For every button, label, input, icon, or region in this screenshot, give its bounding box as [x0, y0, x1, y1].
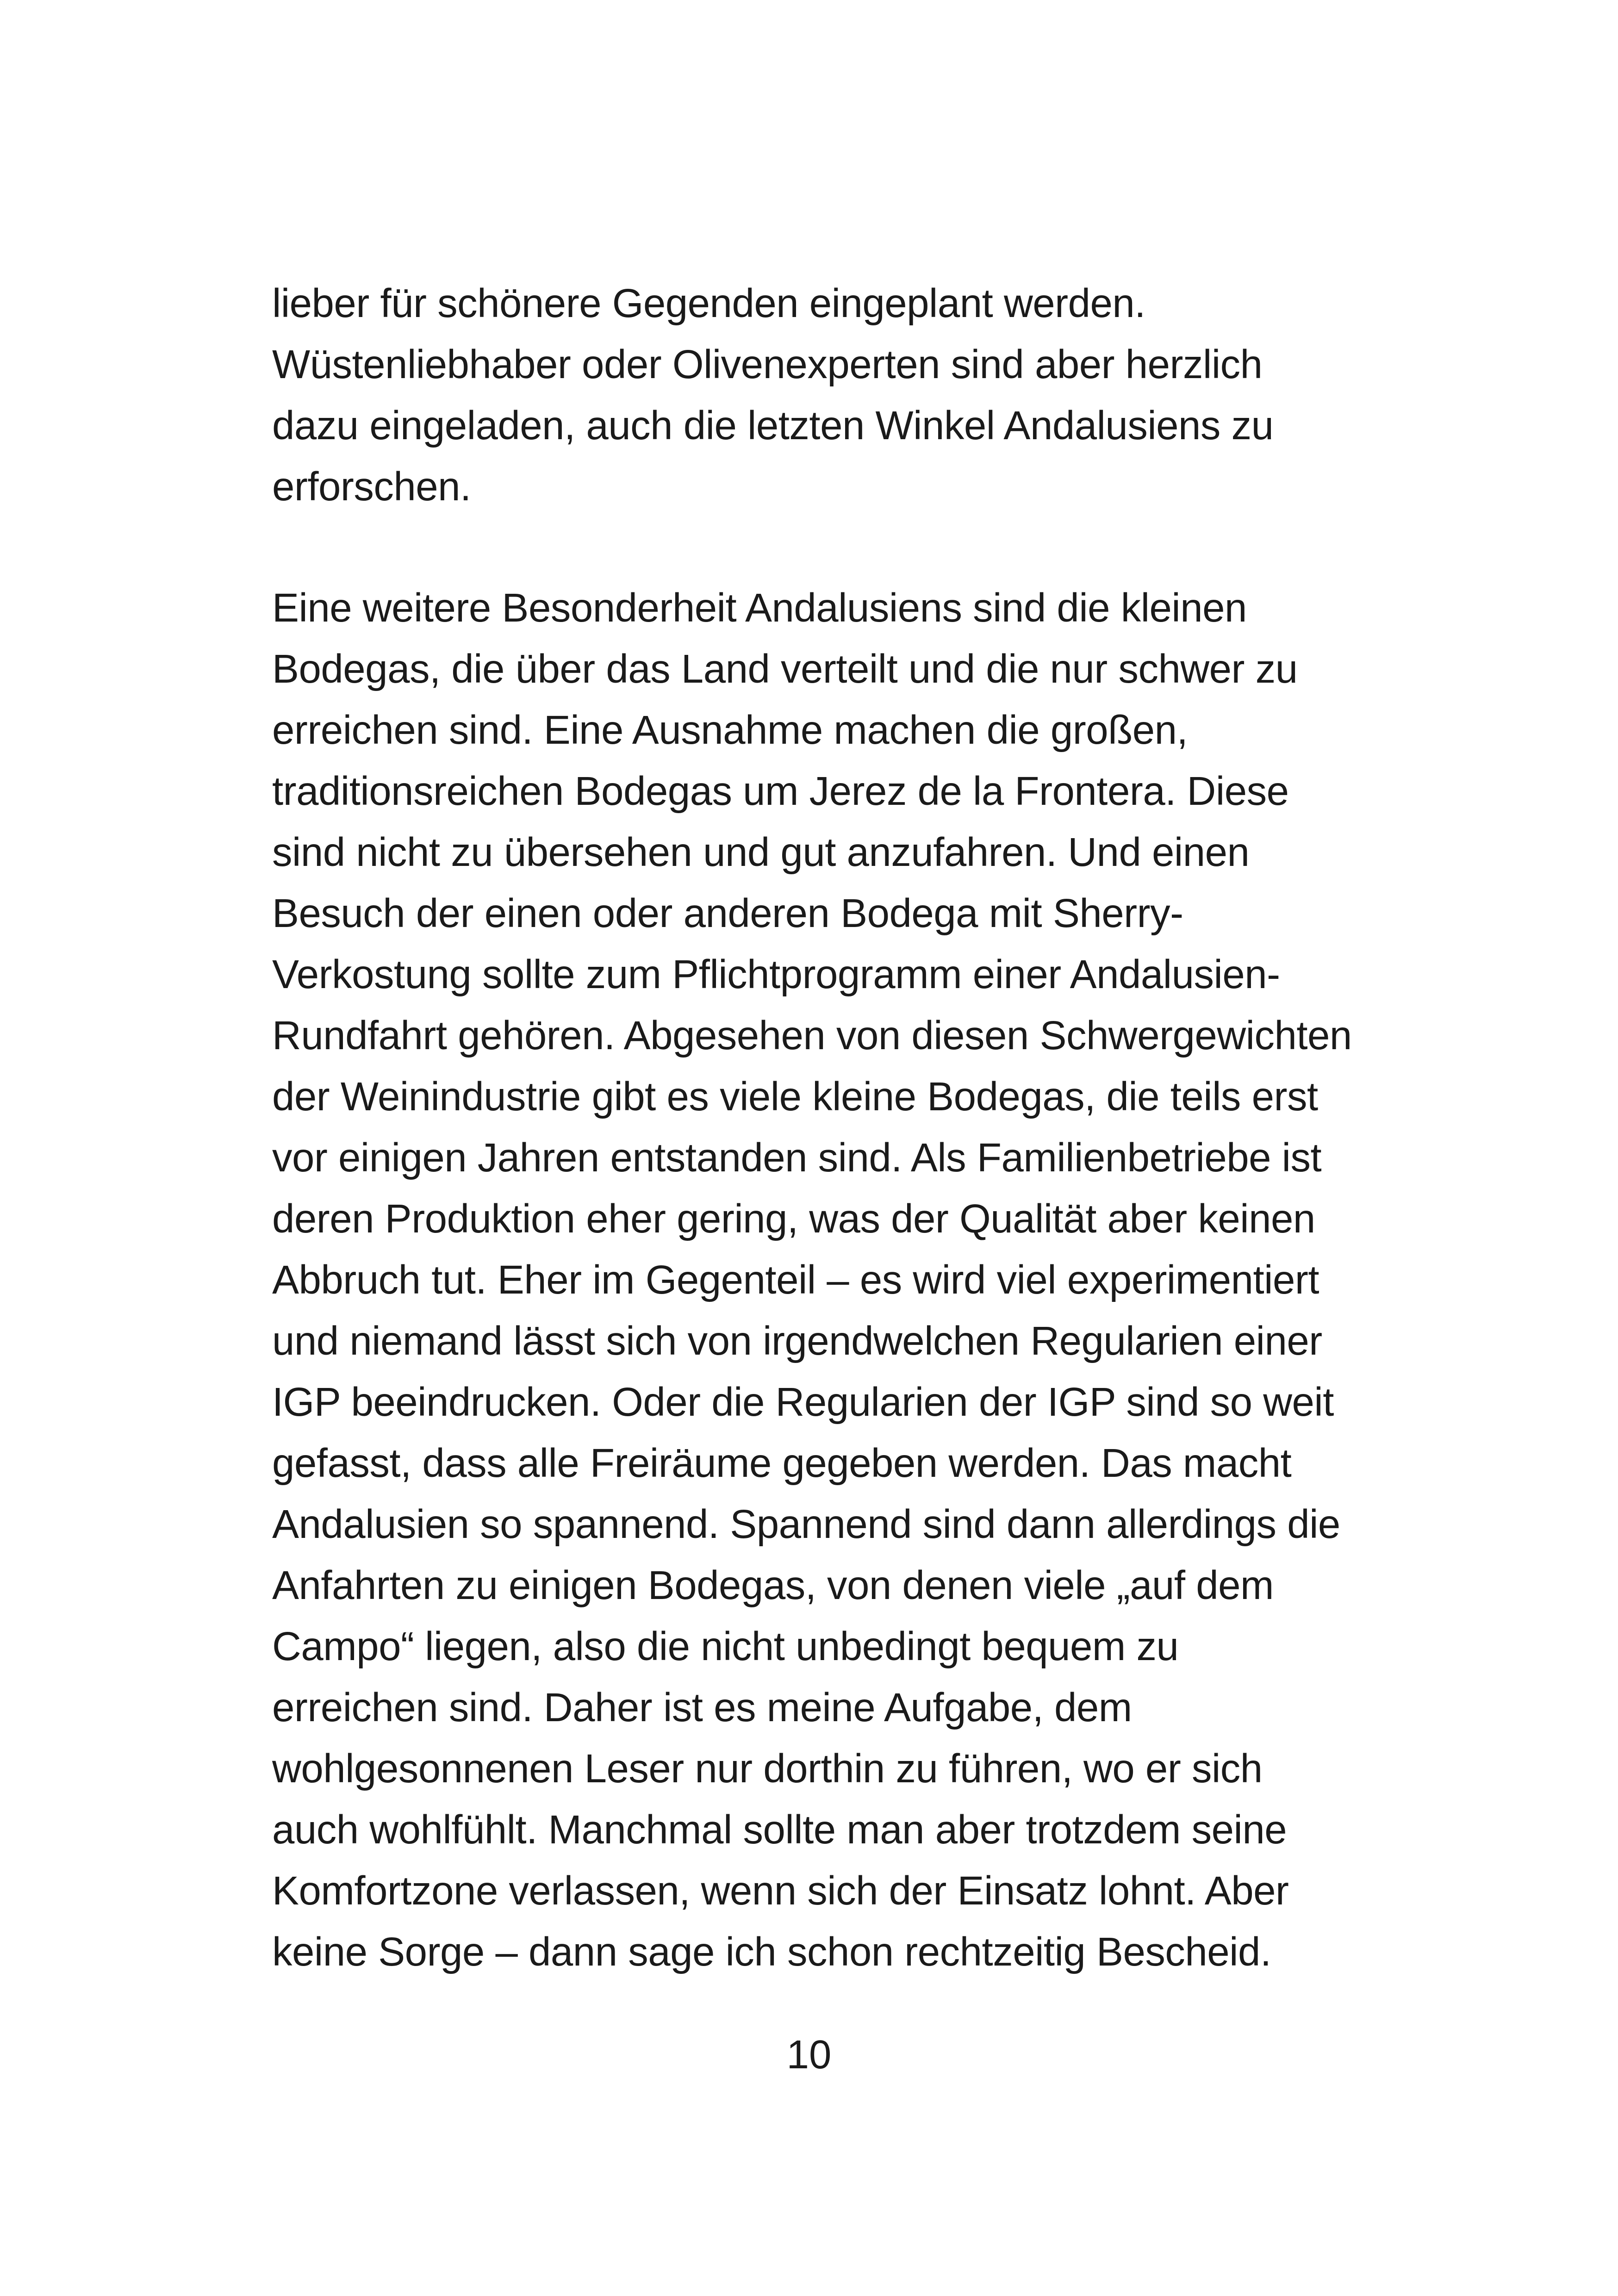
text-line: erforschen.: [272, 464, 471, 509]
text-line: lieber für schönere Gegenden eingeplant werden.: [272, 281, 1145, 326]
text-line: deren Produktion eher gering, was der Qualität aber keinen: [272, 1196, 1315, 1241]
text-line: Verkostung sollte zum Pflichtprogramm einer Andalusien-: [272, 952, 1280, 997]
paragraph-1: [272, 273, 1475, 517]
body-text: [272, 273, 1475, 1983]
paragraph-2: [272, 578, 1475, 1983]
text-line: erreichen sind. Daher ist es meine Aufgabe, dem: [272, 1685, 1132, 1730]
text-line: Eine weitere Besonderheit Andalusiens sind die kleinen: [272, 585, 1247, 630]
text-line: auch wohlfühlt. Manchmal sollte man aber trotzdem seine: [272, 1807, 1287, 1852]
text-line: Campo“ liegen, also die nicht unbedingt bequem zu: [272, 1624, 1179, 1669]
text-line: keine Sorge – dann sage ich schon rechtzeitig Bescheid.: [272, 1929, 1271, 1974]
paragraph-spacer: [272, 517, 1475, 578]
text-line: wohlgesonnenen Leser nur dorthin zu führen, wo er sich: [272, 1746, 1263, 1791]
text-line: Wüstenliebhaber oder Olivenexperten sind aber herzlich: [272, 342, 1263, 387]
text-line: Komfortzone verlassen, wenn sich der Einsatz lohnt. Aber: [272, 1868, 1289, 1913]
page-number: 10: [786, 2032, 832, 2077]
text-line: Anfahrten zu einigen Bodegas, von denen viele „auf dem: [272, 1563, 1274, 1608]
text-line: Rundfahrt gehören. Abgesehen von diesen Schwergewichten: [272, 1013, 1352, 1058]
text-line: vor einigen Jahren entstanden sind. Als Familienbetriebe ist: [272, 1135, 1322, 1180]
text-line: dazu eingeladen, auch die letzten Winkel Andalusiens zu: [272, 403, 1274, 448]
text-line: erreichen sind. Eine Ausnahme machen die großen,: [272, 708, 1188, 753]
text-line: sind nicht zu übersehen und gut anzufahren. Und einen: [272, 830, 1250, 875]
text-line: und niemand lässt sich von irgendwelchen Regularien einer: [272, 1319, 1322, 1363]
text-line: Andalusien so spannend. Spannend sind dann allerdings die: [272, 1502, 1340, 1547]
text-line: IGP beeindrucken. Oder die Regularien der IGP sind so weit: [272, 1380, 1334, 1425]
text-line: Abbruch tut. Eher im Gegenteil – es wird viel experimentiert: [272, 1257, 1319, 1302]
text-line: Besuch der einen oder anderen Bodega mit Sherry-: [272, 891, 1183, 936]
text-line: der Weinindustrie gibt es viele kleine Bodegas, die teils erst: [272, 1074, 1318, 1119]
text-line: Bodegas, die über das Land verteilt und die nur schwer zu: [272, 647, 1298, 691]
text-line: gefasst, dass alle Freiräume gegeben werden. Das macht: [272, 1441, 1292, 1486]
text-line: traditionsreichen Bodegas um Jerez de la Frontera. Diese: [272, 769, 1289, 814]
